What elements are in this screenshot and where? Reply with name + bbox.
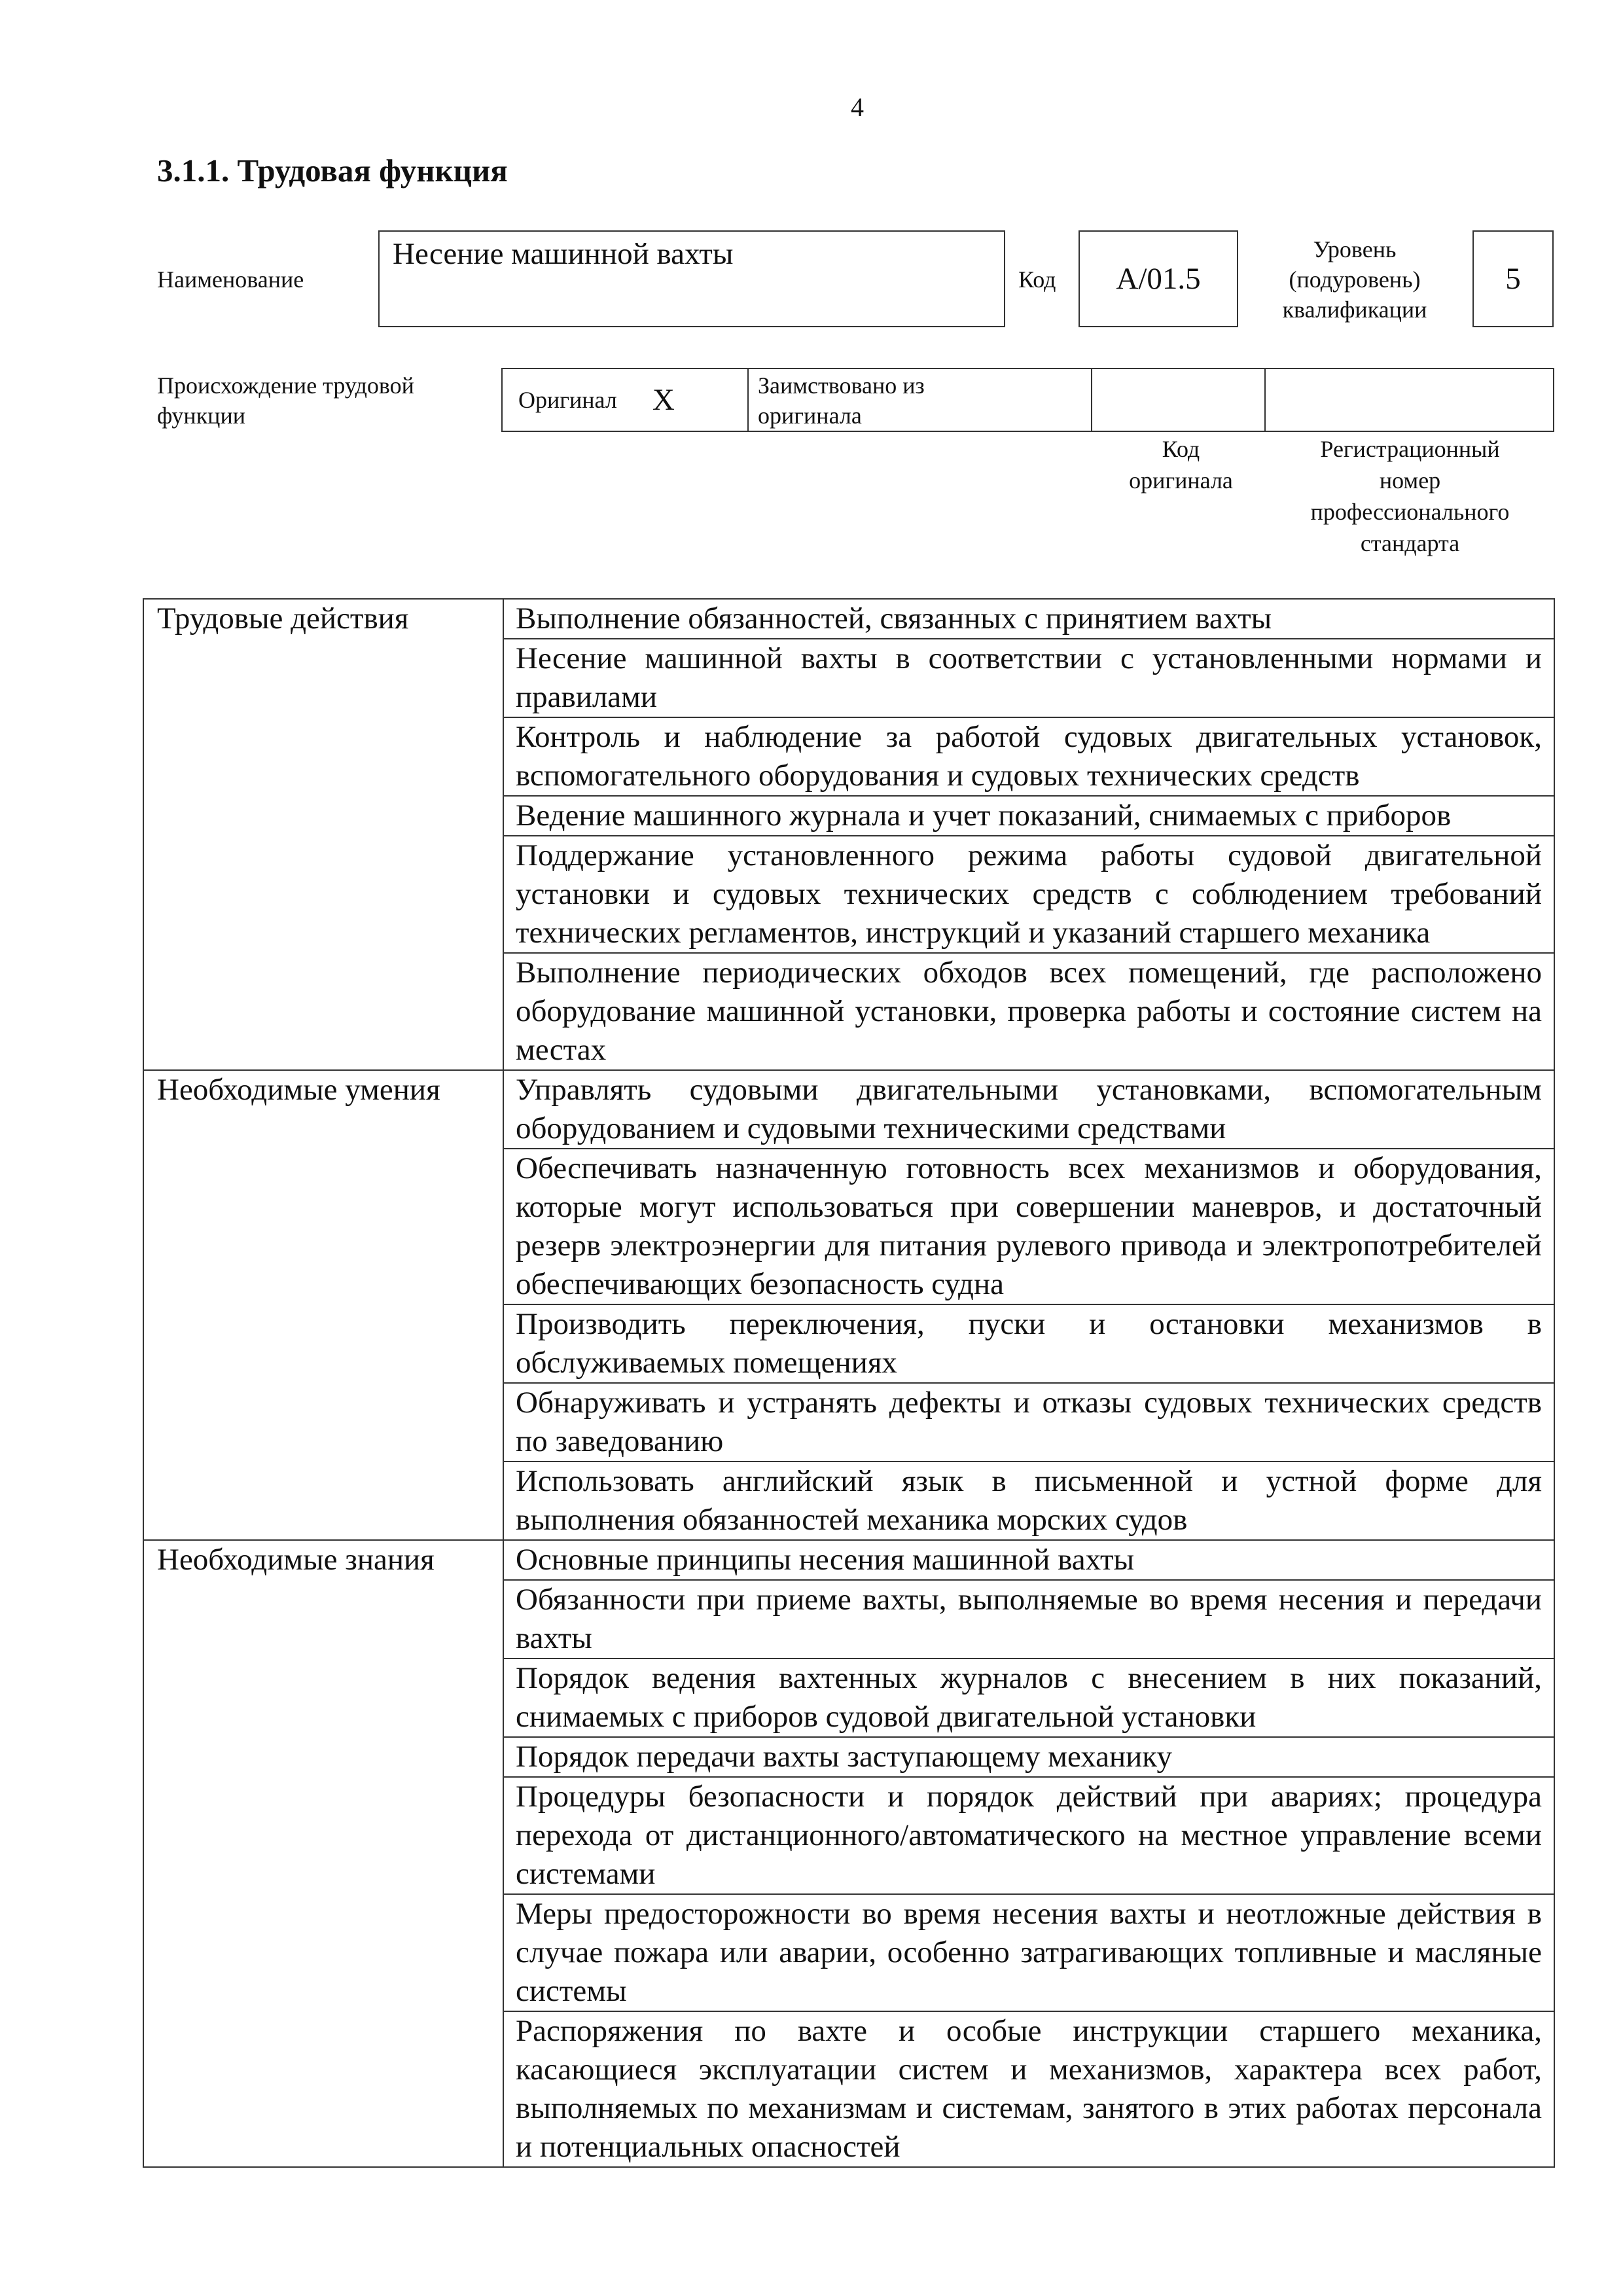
item-cell: Поддержание установленного режима работы судовой двигательной установки и судовых технических средств с соблюдением требований технических регламентов, инструкций и указаний старшего механика bbox=[503, 836, 1554, 953]
item-cell: Ведение машинного журнала и учет показаний, снимаемых с приборов bbox=[503, 796, 1554, 836]
level-value: 5 bbox=[1505, 262, 1521, 296]
registration-number-cell bbox=[1266, 368, 1554, 432]
original-mark: X bbox=[652, 383, 675, 417]
caption-line: профессионального bbox=[1310, 499, 1510, 525]
level-label-line: (подуровень) bbox=[1289, 266, 1421, 293]
item-cell: Выполнение обязанностей, связанных с принятием вахты bbox=[503, 599, 1554, 639]
origin-label-line: Происхождение трудовой bbox=[157, 372, 414, 399]
item-cell: Управлять судовыми двигательными установками, вспомогательным оборудованием и судовыми техническими средствами bbox=[503, 1070, 1554, 1149]
item-cell: Порядок ведения вахтенных журналов с внесением в них показаний, снимаемых с приборов судовой двигательной установки bbox=[503, 1659, 1554, 1737]
caption-line: Код bbox=[1162, 436, 1200, 462]
section-title: 3.1.1. Трудовая функция bbox=[157, 152, 508, 188]
borrowed-cell bbox=[749, 368, 1092, 432]
level-value-box bbox=[1472, 230, 1554, 327]
name-value-box bbox=[378, 230, 1005, 327]
name-label: Наименование bbox=[157, 266, 304, 293]
code-value-box bbox=[1079, 230, 1238, 327]
name-value: Несение машинной вахты bbox=[393, 237, 734, 271]
caption-line: оригинала bbox=[1129, 467, 1233, 493]
original-code-cell bbox=[1092, 368, 1266, 432]
table-row bbox=[143, 599, 1554, 639]
item-cell: Обнаруживать и устранять дефекты и отказы судовых технических средств по заведованию bbox=[503, 1383, 1554, 1462]
item-cell: Контроль и наблюдение за работой судовых двигательных установок, вспомогательного оборудования и судовых технических средств bbox=[503, 717, 1554, 796]
item-cell: Распоряжения по вахте и особые инструкции старшего механика, касающиеся эксплуатации систем и механизмов, характера всех работ, выполняемых по механизмам и системам, занятого в этих работах персонала и потенциальных опасностей bbox=[503, 2011, 1554, 2167]
item-cell: Выполнение периодических обходов всех помещений, где расположено оборудование машинной установки, проверка работы и состояние систем на местах bbox=[503, 953, 1554, 1070]
function-details-table bbox=[143, 598, 1555, 2168]
original-label: Оригинал bbox=[518, 387, 617, 413]
caption-line: Регистрационный bbox=[1320, 436, 1500, 462]
original-code-caption bbox=[1094, 433, 1268, 496]
code-value: А/01.5 bbox=[1116, 262, 1201, 296]
original-cell bbox=[501, 368, 749, 432]
caption-line: номер bbox=[1379, 467, 1441, 493]
origin-label bbox=[157, 370, 414, 431]
item-cell: Порядок передачи вахты заступающему механику bbox=[503, 1737, 1554, 1777]
item-cell: Использовать английский язык в письменной и устной форме для выполнения обязанностей механика морских судов bbox=[503, 1462, 1554, 1540]
category-cell: Трудовые действия bbox=[143, 599, 503, 1070]
item-cell: Несение машинной вахты в соответствии с установленными нормами и правилами bbox=[503, 639, 1554, 717]
item-cell: Производить переключения, пуски и остановки механизмов в обслуживаемых помещениях bbox=[503, 1304, 1554, 1383]
item-cell: Меры предосторожности во время несения вахты и неотложные действия в случае пожара или аварии, особенно затрагивающих топливные и масляные системы bbox=[503, 1894, 1554, 2011]
category-cell: Необходимые умения bbox=[143, 1070, 503, 1540]
borrowed-label-line: Заимствовано из bbox=[758, 372, 925, 399]
item-cell: Основные принципы несения машинной вахты bbox=[503, 1540, 1554, 1580]
item-cell: Процедуры безопасности и порядок действий при авариях; процедура перехода от дистанционного/автоматического на местное управление всеми системами bbox=[503, 1777, 1554, 1894]
caption-line: стандарта bbox=[1360, 530, 1460, 556]
origin-table bbox=[501, 368, 1554, 432]
item-cell: Обеспечивать назначенную готовность всех механизмов и оборудования, которые могут использоваться при совершении маневров, и достаточный резерв электроэнергии для питания рулевого привода и электропотребителей обеспечивающих безопасность судна bbox=[503, 1149, 1554, 1304]
category-cell: Необходимые знания bbox=[143, 1540, 503, 2167]
level-label-line: квалификации bbox=[1282, 296, 1427, 323]
level-label-line: Уровень bbox=[1313, 236, 1397, 262]
origin-label-line: функции bbox=[157, 403, 245, 429]
registration-number-caption bbox=[1266, 433, 1554, 559]
code-label: Код bbox=[1018, 266, 1056, 293]
item-cell: Обязанности при приеме вахты, выполняемые во время несения и передачи вахты bbox=[503, 1580, 1554, 1659]
borrowed-label-line: оригинала bbox=[758, 403, 862, 429]
page-number: 4 bbox=[851, 92, 864, 122]
level-label bbox=[1263, 234, 1446, 325]
table-row bbox=[143, 1540, 1554, 1580]
table-row bbox=[143, 1070, 1554, 1149]
